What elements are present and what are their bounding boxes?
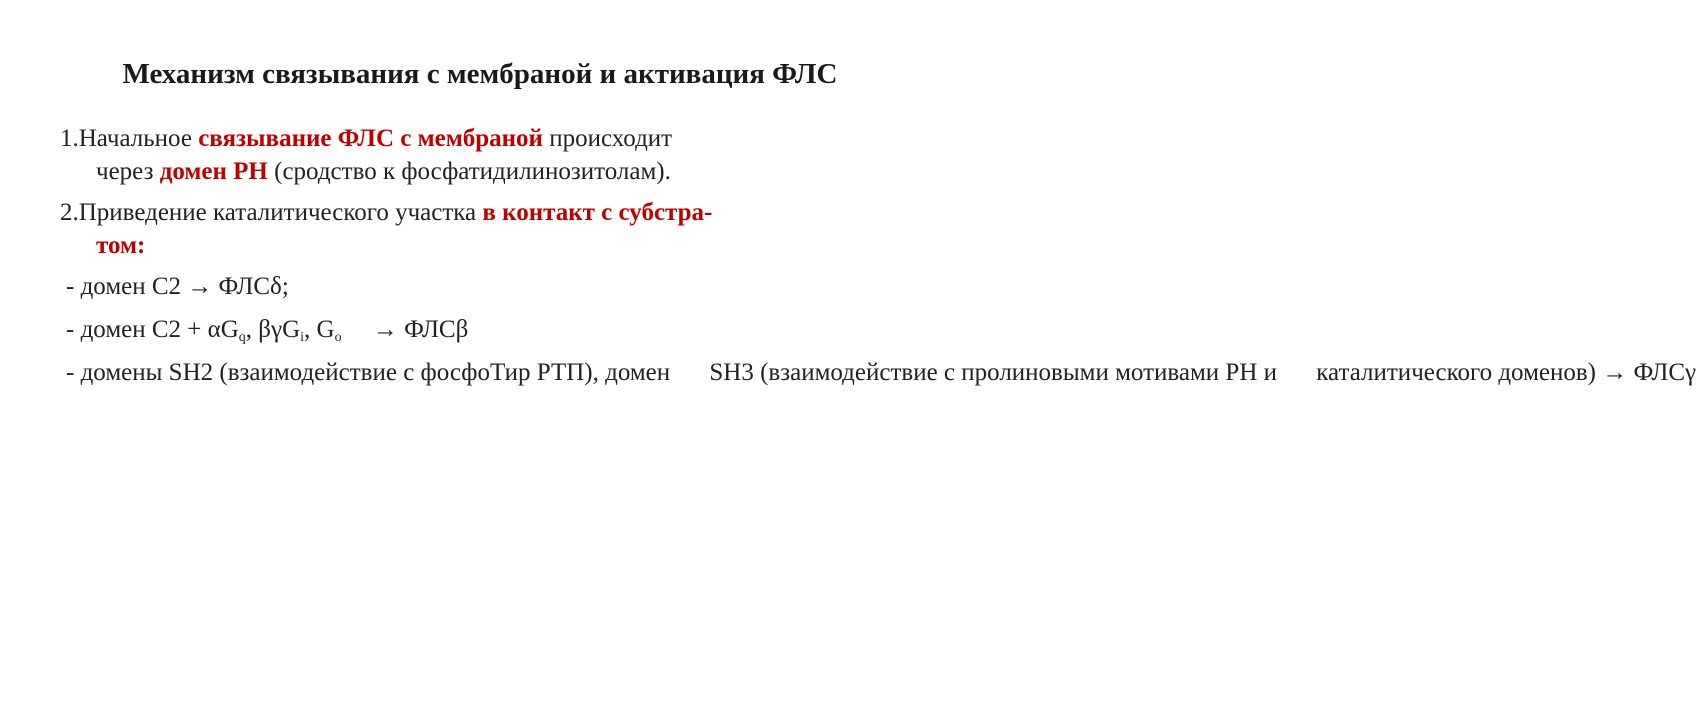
bullet-sh-gamma (66, 356, 1696, 389)
slide-title: Механизм связывания с мембраной и активация ФЛС (122, 58, 838, 90)
paragraph-2-highlight-b: том: (96, 232, 146, 259)
paragraph-1-text-a: Начальное (78, 125, 199, 152)
bullet-c2-beta-text-d: → ФЛСβ (341, 316, 469, 343)
paragraph-1-line-2 (60, 155, 920, 188)
paragraph-1 (60, 122, 920, 188)
bullet-sh-gamma-line-1: - домены SH2 (взаимодействие с фосфоТир РТП), домен (66, 359, 671, 386)
paragraph-1-text-b: происходит (542, 125, 673, 152)
slide-body (60, 122, 1696, 399)
subscript-q: q (238, 330, 246, 345)
paragraph-2-text-a: Приведение каталитического участка (78, 199, 483, 226)
paragraph-1-number: 1. (60, 125, 79, 152)
bullet-list (60, 270, 1696, 389)
paragraph-1-text-c: через (96, 158, 160, 185)
subscript-i: i (300, 330, 305, 345)
bullet-c2-beta (66, 313, 920, 346)
subscript-o: o (334, 330, 342, 345)
bullet-c2-beta-text-c: , G (304, 316, 335, 343)
paragraph-1-text-d: (сродство к фосфатидилинозитолам). (267, 158, 671, 185)
paragraph-1-highlight-b: домен PH (159, 158, 268, 185)
paragraph-2-number: 2. (60, 199, 79, 226)
bullet-c2-beta-text-a: - домен С2 + αG (66, 316, 239, 343)
bullet-sh-gamma-line-3: каталитического доменов) → ФЛСγ (1316, 359, 1696, 386)
paragraph-2 (60, 196, 920, 262)
paragraph-2-highlight-a: в контакт с субстра- (482, 199, 713, 226)
paragraph-1-line-1 (60, 122, 920, 155)
bullet-c2-beta-text-b: , βγG (245, 316, 301, 343)
bullet-c2-delta: - домен С2 → ФЛСδ; (66, 273, 289, 300)
paragraph-2-line-1 (60, 196, 920, 229)
bullet-sh-gamma-line-2: SH3 (взаимодействие с пролиновыми мотивами PH и (709, 359, 1278, 386)
paragraph-1-highlight-a: связывание ФЛС с мембраной (198, 125, 543, 152)
